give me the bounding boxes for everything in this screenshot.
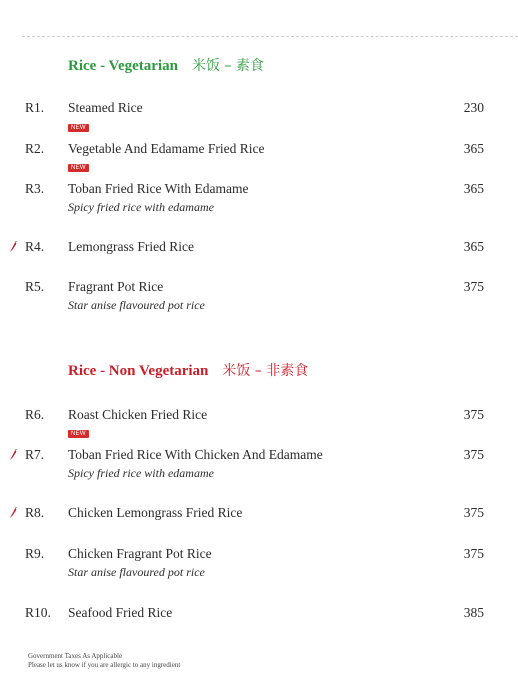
item-code: R7.	[25, 447, 45, 462]
item-description: Star anise flavoured pot rice	[68, 565, 205, 579]
item-name: Fragrant Pot Rice	[68, 279, 164, 294]
item-code: R3.	[25, 181, 45, 196]
chili-icon	[9, 507, 17, 519]
item-name: Lemongrass Fried Rice	[68, 239, 194, 254]
item-price: 375	[463, 279, 484, 294]
item-price: 385	[463, 605, 484, 620]
chili-icon	[9, 449, 17, 461]
menu-item	[0, 100, 518, 120]
item-price: 375	[463, 546, 484, 561]
item-name: Roast Chicken Fried Rice	[68, 407, 208, 422]
footer-allergy-note: Please let us know if you are allergic to any ingredient	[28, 661, 181, 669]
item-description: Spicy fried rice with edamame	[68, 200, 214, 214]
section-heading-vegetarian	[68, 55, 264, 75]
section-title: Rice - Non Vegetarian	[68, 363, 209, 379]
menu-item	[0, 605, 518, 625]
menu-item	[0, 505, 518, 525]
item-name: Seafood Fried Rice	[68, 605, 173, 620]
menu-item	[0, 125, 518, 161]
section-title: Rice - Vegetarian	[68, 58, 178, 74]
menu-item	[0, 279, 518, 312]
item-name: Steamed Rice	[68, 100, 143, 115]
item-code: R4.	[25, 239, 45, 254]
item-code: R6.	[25, 407, 45, 422]
footer-tax-note: Government Taxes As Applicable	[28, 652, 123, 660]
item-price: 230	[463, 100, 484, 115]
section-heading-non-vegetarian	[68, 360, 308, 380]
new-badge: NEW	[68, 164, 89, 172]
menu-item	[0, 239, 518, 259]
menu-item	[0, 407, 518, 427]
section-title-chinese: 米饭 – 素食	[191, 58, 264, 74]
item-price: 365	[463, 239, 484, 254]
section-title-chinese: 米饭 – 非素食	[222, 363, 309, 379]
item-code: R5.	[25, 279, 45, 294]
item-price: 365	[463, 141, 484, 156]
menu-item	[0, 546, 518, 579]
chili-icon	[9, 241, 17, 253]
item-code: R1.	[25, 100, 45, 115]
item-name: Chicken Lemongrass Fried Rice	[68, 505, 243, 520]
top-divider	[22, 36, 518, 37]
item-description: Spicy fried rice with edamame	[68, 466, 214, 480]
item-price: 375	[463, 407, 484, 422]
item-price: 375	[463, 447, 484, 462]
menu-item	[0, 165, 518, 214]
item-code: R8.	[25, 505, 45, 520]
item-name: Toban Fried Rice With Chicken And Edamame	[68, 447, 323, 462]
menu-item	[0, 431, 518, 480]
new-badge: NEW	[68, 430, 89, 438]
item-description: Star anise flavoured pot rice	[68, 298, 205, 312]
item-name: Toban Fried Rice With Edamame	[68, 181, 249, 196]
item-name: Chicken Fragrant Pot Rice	[68, 546, 212, 561]
item-price: 365	[463, 181, 484, 196]
new-badge: NEW	[68, 124, 89, 132]
item-code: R2.	[25, 141, 45, 156]
item-code: R10.	[25, 605, 51, 620]
item-code: R9.	[25, 546, 45, 561]
item-price: 375	[463, 505, 484, 520]
item-name: Vegetable And Edamame Fried Rice	[68, 141, 265, 156]
